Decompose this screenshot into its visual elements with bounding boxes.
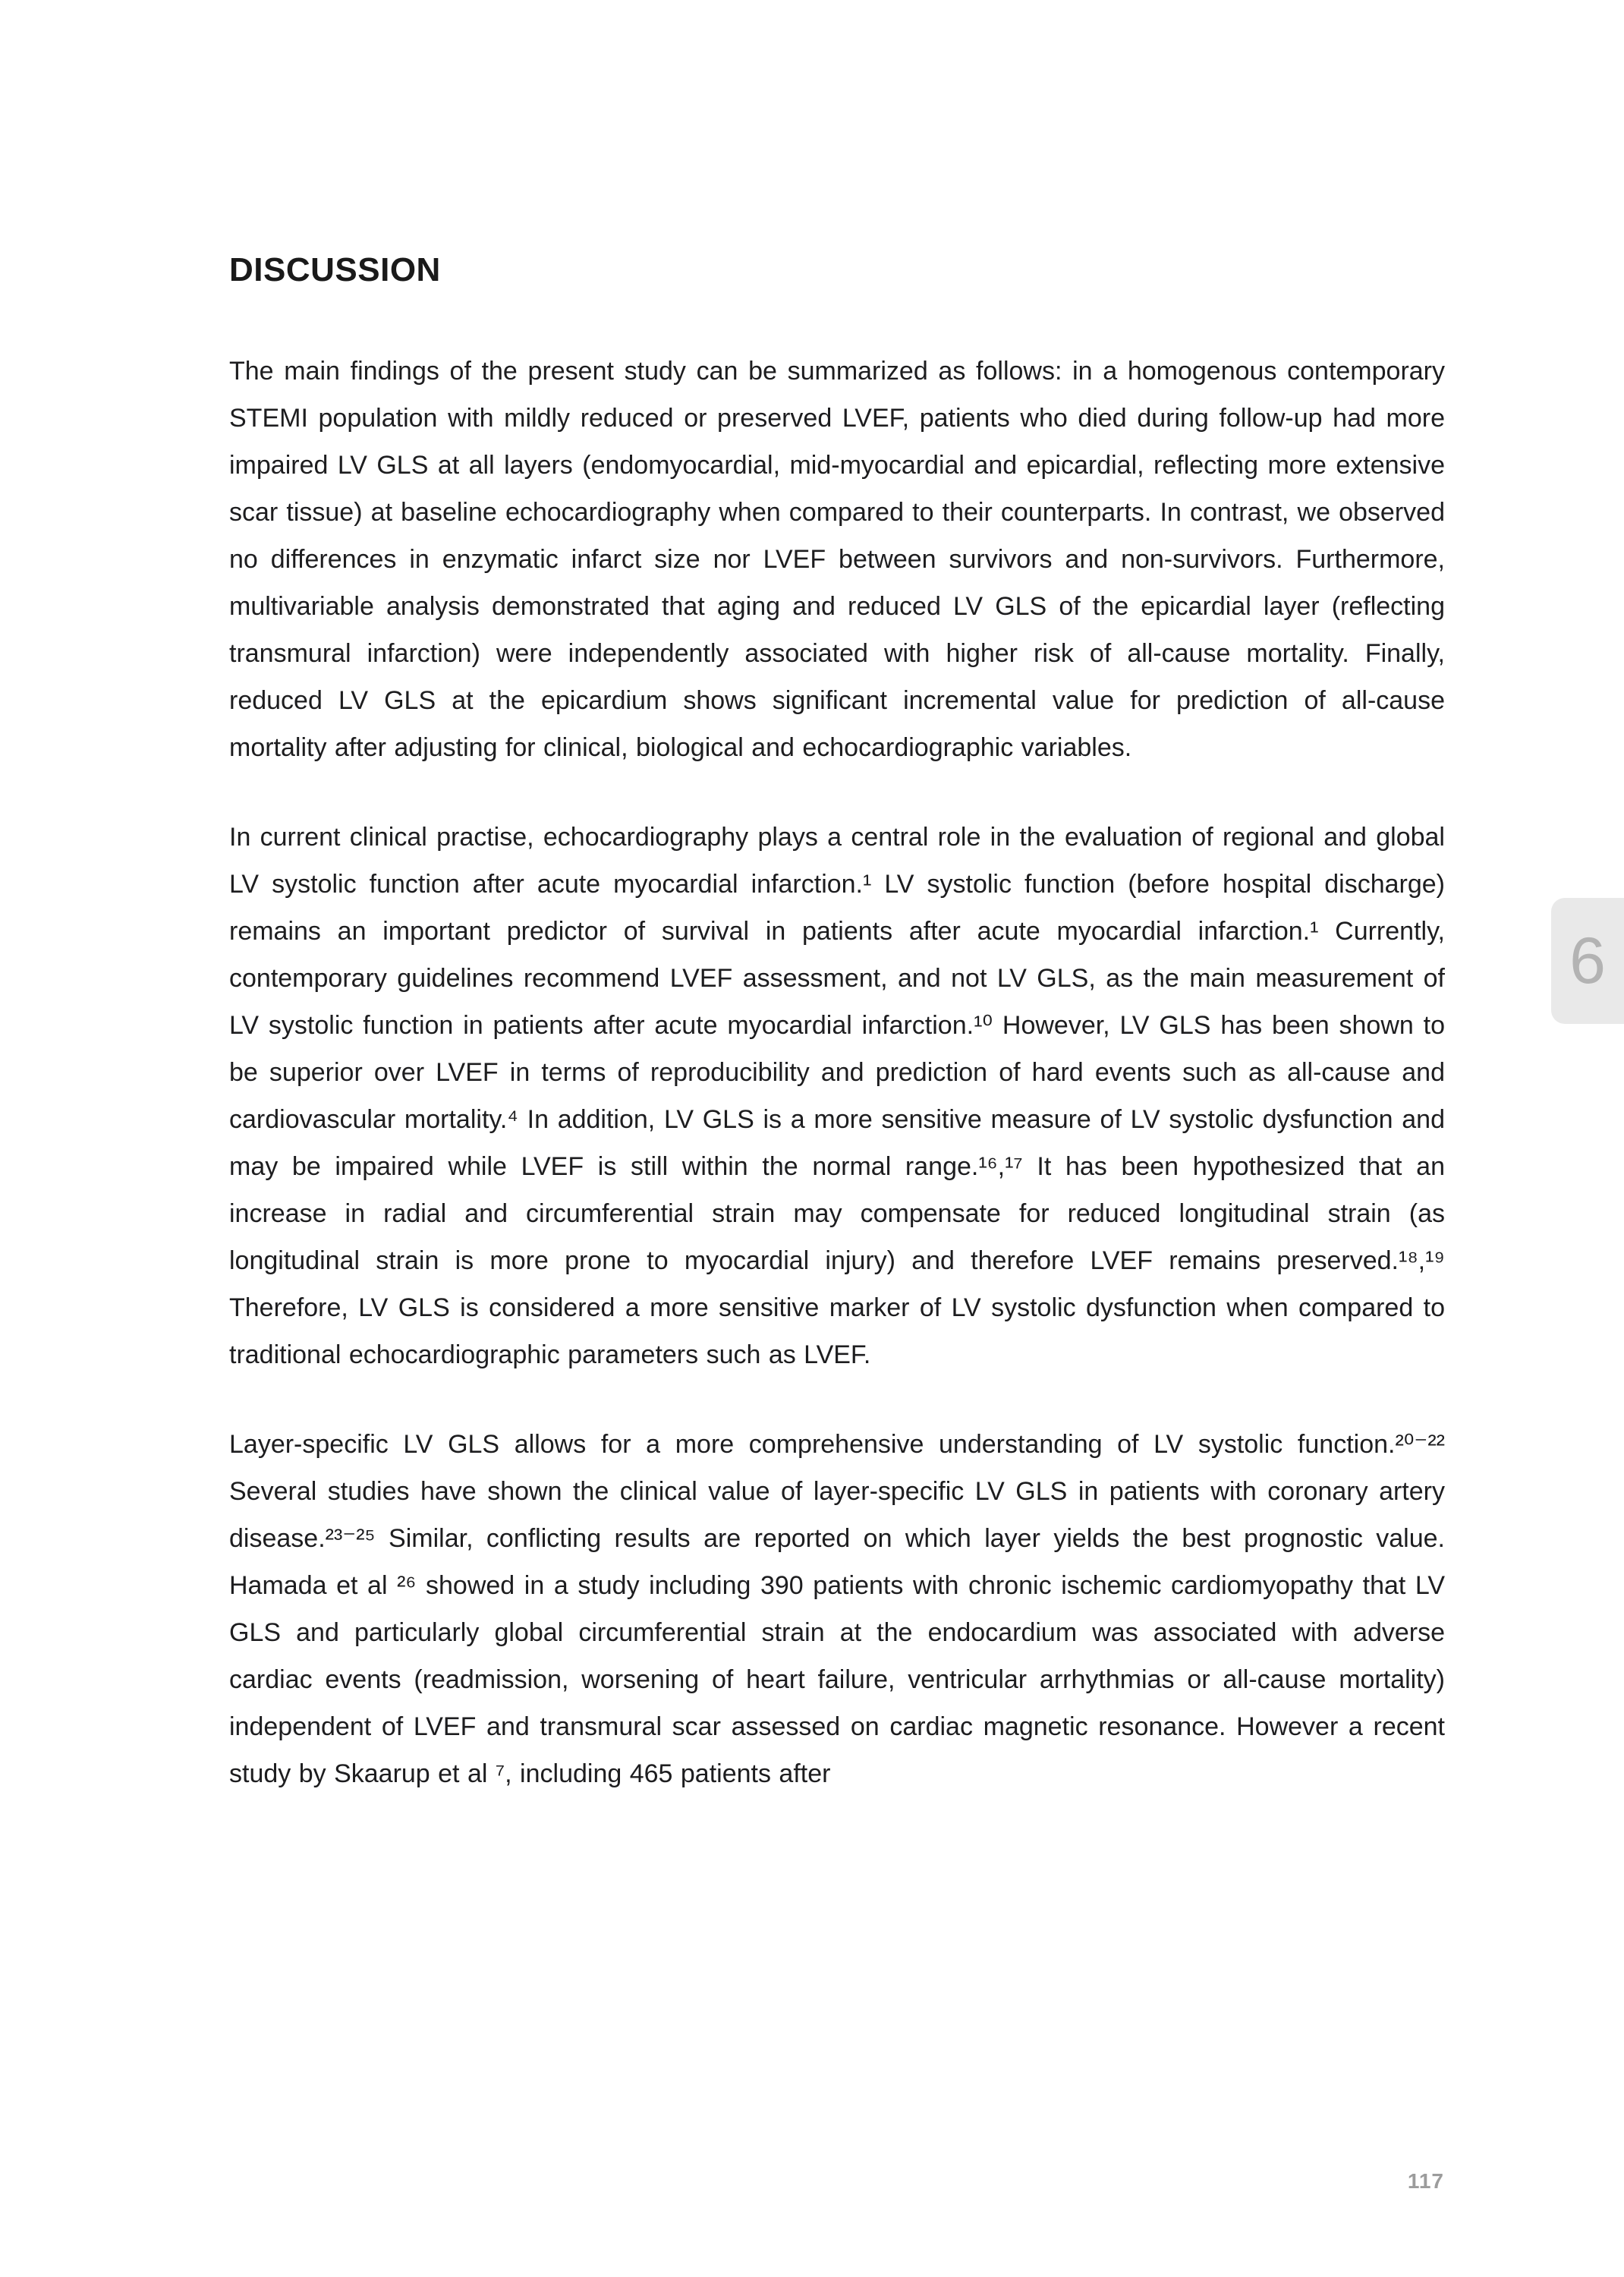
content-area — [229, 252, 1445, 1797]
page-number: 117 — [1407, 2169, 1444, 2193]
paragraph-2: In current clinical practise, echocardiography plays a central role in the evaluation of regional and global LV systolic function after acute myocardial infarction.¹ LV systolic function (before hospital discharge) remains an important predictor of survival in patients after acute myocardial infarction.¹ Currently, contemporary guidelines recommend LVEF assessment, and not LV GLS, as the main measurement of LV systolic function in patients after acute myocardial infarction.¹⁰ However, LV GLS has been shown to be superior over LVEF in terms of reproducibility and prediction of hard events such as all-cause and cardiovascular mortality.⁴ In addition, LV GLS is a more sensitive measure of LV systolic dysfunction and may be impaired while LVEF is still within the normal range.¹⁶,¹⁷ It has been hypothesized that an increase in radial and circumferential strain may compensate for reduced longitudinal strain (as longitudinal strain is more prone to myocardial injury) and therefore LVEF remains preserved.¹⁸,¹⁹ Therefore, LV GLS is considered a more sensitive marker of LV systolic dysfunction when compared to traditional echocardiographic parameters such as LVEF. — [229, 823, 1445, 1370]
section-heading: DISCUSSION — [229, 251, 441, 288]
paragraph-3: Layer-specific LV GLS allows for a more comprehensive understanding of LV systolic function.²⁰⁻²² Several studies have shown the clinical value of layer-specific LV GLS in patients with coronary artery disease.²³⁻²⁵ Similar, conflicting results are reported on which layer yields the best prognostic value. Hamada et al ²⁶ showed in a study including 390 patients with chronic ischemic cardiomyopathy that LV GLS and particularly global circumferential strain at the endocardium was associated with adverse cardiac events (readmission, worsening of heart failure, ventricular arrhythmias or all-cause mortality) independent of LVEF and transmural scar assessed on cardiac magnetic resonance. However a recent study by Skaarup et al ⁷, including 465 patients after — [229, 1430, 1445, 1789]
chapter-number: 6 — [1569, 924, 1606, 997]
paragraph-1: The main findings of the present study can be summarized as follows: in a homogenous contemporary STEMI population with mildly reduced or preserved LVEF, patients who died during follow-up had more impaired LV GLS at all layers (endomyocardial, mid-myocardial and epicardial, reflecting more extensive scar tissue) at baseline echocardiography when compared to their counterparts. In contrast, we observed no differences in enzymatic infarct size nor LVEF between survivors and non-survivors. Furthermore, multivariable analysis demonstrated that aging and reduced LV GLS of the epicardial layer (reflecting transmural infarction) were independently associated with higher risk of all-cause mortality. Finally, reduced LV GLS at the epicardium shows significant incremental value for prediction of all-cause mortality after adjusting for clinical, biological and echocardiographic variables. — [229, 357, 1445, 763]
chapter-tab — [1551, 898, 1624, 1024]
